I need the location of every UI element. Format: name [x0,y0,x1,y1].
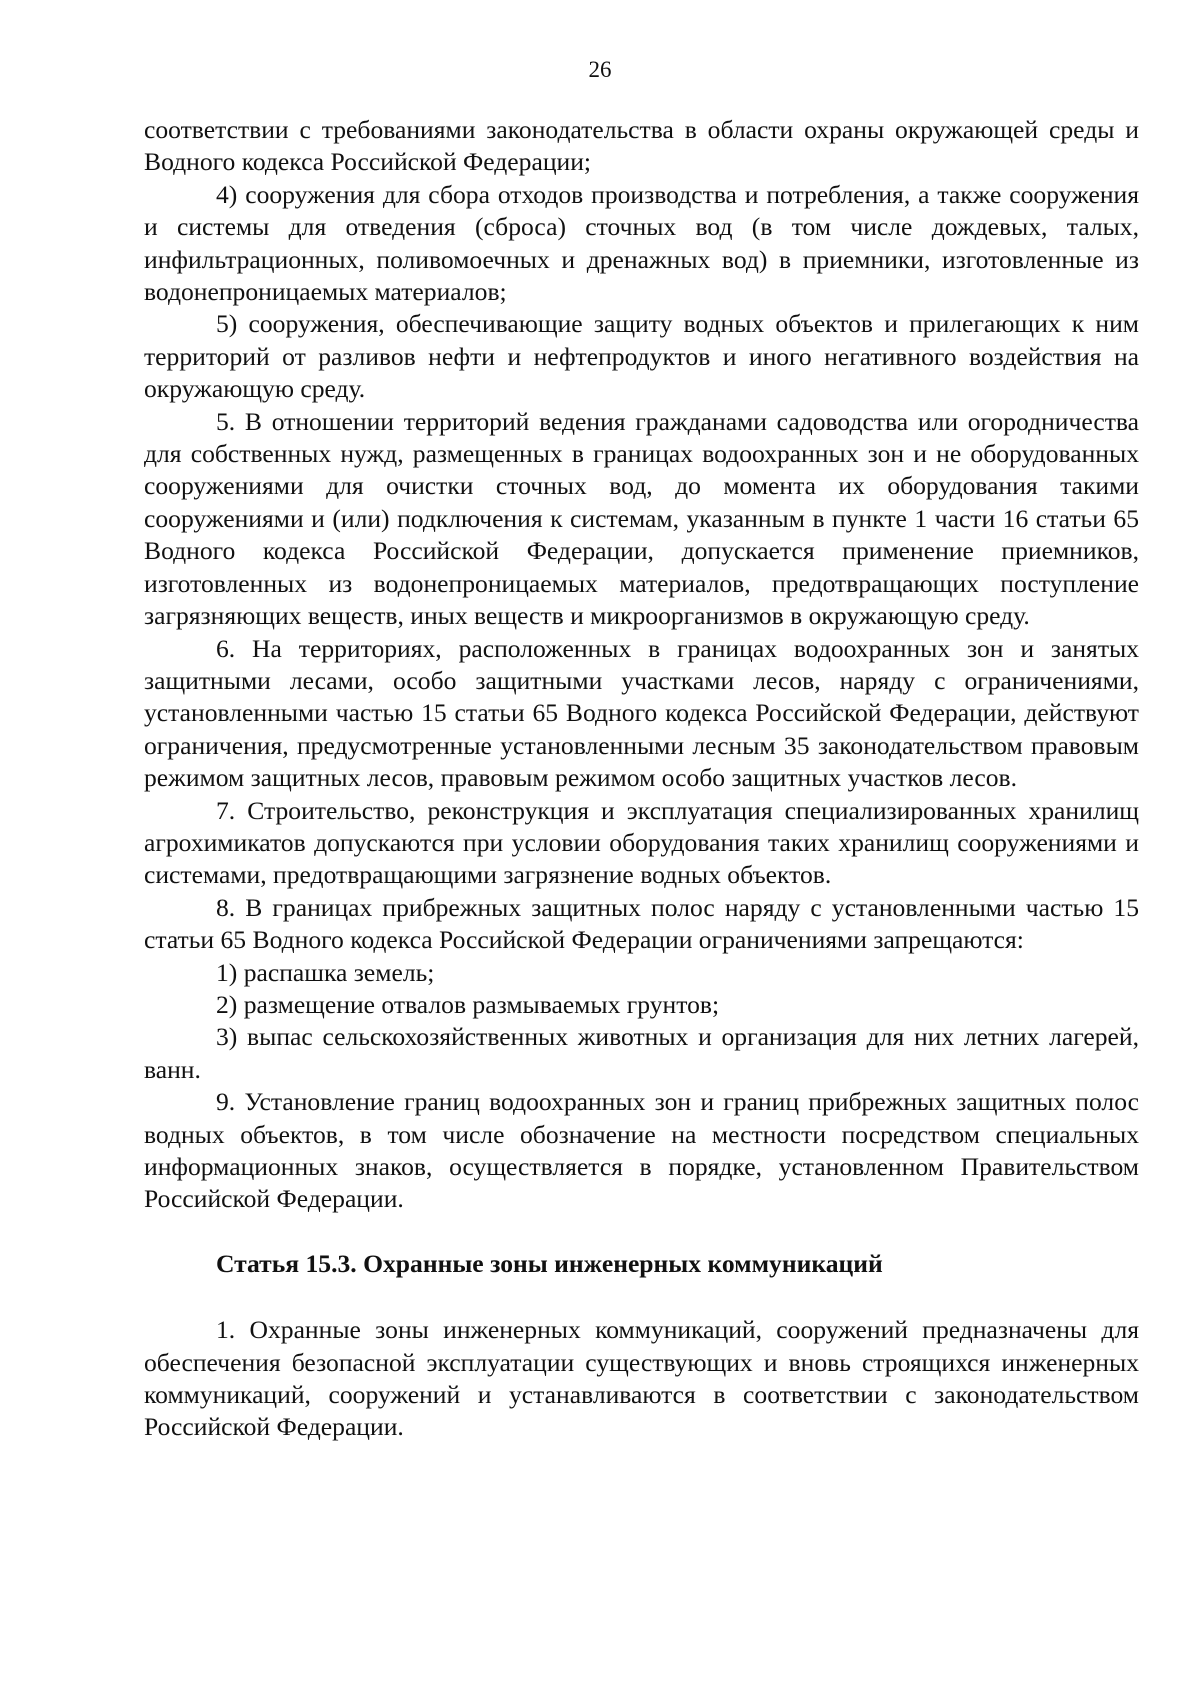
paragraph-continuation: соответствии с требованиями законодательства в области охраны окружающей среды и Водного кодекса Российской Федерации; [144,115,1139,177]
clause-8-item-2: 2) размещение отвалов размываемых грунтов; [216,989,720,1019]
article-clause-1: 1. Охранные зоны инженерных коммуникаций, сооружений предназначены для обеспечения безопасной эксплуатации существующих и вновь строящихся инженерных коммуникаций, сооружений и устанавливаются в соответствии с законодательством Российской Федерации. [144,1315,1139,1442]
clause-7: 7. Строительство, реконструкция и эксплуатация специализированных хранилищ агрохимикатов допускаются при условии оборудования таких хранилищ сооружениями и системами, предотвращающими загрязнение водных объектов. [144,795,1139,890]
clause-9: 9. Установление границ водоохранных зон и границ прибрежных защитных полос водных объектов, в том числе обозначение на местности посредством специальных информационных знаков, осуществляется в порядке, установленном Правительством Российской Федерации. [144,1087,1139,1214]
list-item-5: 5) сооружения, обеспечивающие защиту водных объектов и прилегающих к ним территорий от разливов нефти и нефтепродуктов и иного негативного воздействия на окружающую среду. [144,309,1139,404]
clause-6: 6. На территориях, расположенных в границах водоохранных зон и занятых защитными лесами, особо защитными участками лесов, наряду с ограничениями, установленными частью 15 статьи 65 Водного кодекса Российской Федерации, действуют ограничения, предусмотренные установленными лесным 35 законодательством правовым режимом защитных лесов, правовым режимом особо защитных участков лесов. [144,633,1139,793]
clause-8: 8. В границах прибрежных защитных полос наряду с установленными частью 15 статьи 65 Водного кодекса Российской Федерации ограничениями запрещаются: [144,892,1139,955]
list-item-4: 4) сооружения для сбора отходов производства и потребления, а также сооружения и системы для отведения (сброса) сточных вод (в том числе дождевых, талых, инфильтрационных, поливомоечных и дренажных вод) в приемники, изготовленные из водонепроницаемых материалов; [144,179,1139,307]
clause-8-item-3: 3) выпас сельскохозяйственных животных и организация для них летних лагерей, ванн. [144,1022,1139,1084]
article-heading: Статья 15.3. Охранные зоны инженерных коммуникаций [216,1248,883,1278]
clause-8-item-1: 1) распашка земель; [216,957,435,987]
page-number: 26 [588,57,612,82]
clause-5: 5. В отношении территорий ведения гражданами садоводства или огородничества для собственных нужд, размещенных в границах водоохранных зон и не оборудованных сооружениями для очистки сточных вод, до момента их оборудования такими сооружениями и (или) подключения к системам, указанным в пункте 1 части 16 статьи 65 Водного кодекса Российской Федерации, допускается применение приемников, изготовленных из водонепроницаемых материалов, предотвращающих поступление загрязняющих веществ, иных веществ и микроорганизмов в окружающую среду. [144,406,1139,631]
document-body [144,114,1139,1444]
